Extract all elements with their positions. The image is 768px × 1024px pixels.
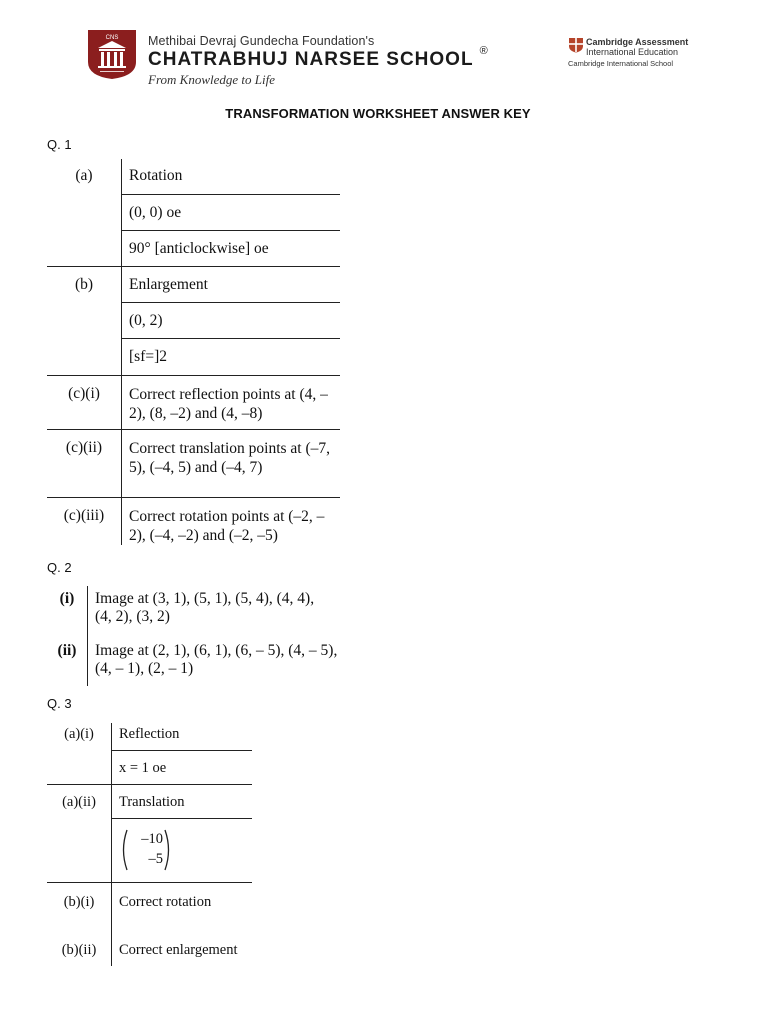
- q2-i-line2: (4, 2), (3, 2): [95, 608, 170, 625]
- question-2-label: Q. 2: [47, 560, 72, 575]
- q2-ii-line2: (4, – 1), (2, – 1): [95, 660, 194, 677]
- q1-a-answer-2: (0, 0) oe: [122, 194, 341, 230]
- q1-b-answer-2: (0, 2): [122, 302, 341, 338]
- q3-a-ii-vector-cell: [112, 818, 253, 882]
- q2-answer-table: [47, 586, 375, 686]
- cambridge-shield-icon: [568, 37, 584, 53]
- logo-text: CNS: [105, 35, 119, 41]
- question-3-label: Q. 3: [47, 696, 72, 711]
- q3-b-ii-answer: Correct enlargement: [112, 936, 253, 966]
- q3-a-i-answer-2-text: x = 1 oe: [119, 759, 167, 776]
- cambridge-subtitle: Cambridge International School: [568, 59, 674, 68]
- vector-bottom-value: –5: [148, 850, 163, 867]
- school-name: [148, 45, 489, 71]
- q3-a-i-answer-1: Reflection: [112, 723, 253, 750]
- q2-i-answer: [88, 586, 376, 638]
- q3-answer-table: [47, 723, 252, 966]
- q1-c-i-answer: Correct reflection points at (4, –2), (8, –2) and (4, –8): [122, 375, 341, 429]
- school-name-text: CHATRABHUJ NARSEE SCHOOL: [148, 49, 474, 70]
- q3-part-a-i: (a)(i): [64, 726, 94, 742]
- q3-b-i-answer: Correct rotation: [112, 882, 253, 936]
- q1-part-c-iii: (c)(iii): [47, 497, 122, 545]
- q2-part-ii: (ii): [57, 642, 77, 659]
- q1-answer-table: [47, 159, 340, 545]
- q3-part-b-i: (b)(i): [47, 882, 112, 936]
- q2-ii-answer: [88, 638, 376, 686]
- foundation-name: Methibai Devraj Gundecha Foundation's: [148, 34, 375, 48]
- document-title: [0, 106, 768, 121]
- cambridge-line2: International Education: [586, 47, 679, 57]
- q2-part-i: (i): [59, 590, 75, 607]
- document-title-text: TRANSFORMATION WORKSHEET ANSWER KEY: [225, 106, 531, 121]
- registered-mark: ®: [479, 45, 489, 57]
- q1-part-c-i: (c)(i): [47, 375, 122, 429]
- school-tagline: From Knowledge to Life: [148, 72, 275, 87]
- q1-c-iii-answer: Correct rotation points at (–2, –2), (–4, –2) and (–2, –5): [122, 497, 341, 545]
- q3-part-a-ii: (a)(ii): [47, 784, 112, 882]
- vector-top-value: –10: [141, 830, 163, 847]
- q3-part-b-ii: (b)(ii): [61, 942, 97, 958]
- q1-b-answer-1: Enlargement: [122, 266, 341, 302]
- q1-b-answer-3: [sf=]2: [122, 338, 341, 375]
- q2-ii-line1: Image at (2, 1), (6, 1), (6, – 5), (4, – 5),: [95, 642, 338, 659]
- q1-a-answer-1: Rotation: [122, 159, 341, 194]
- cambridge-line1: Cambridge Assessment: [586, 37, 689, 47]
- q1-a-answer-3: 90° [anticlockwise] oe: [122, 230, 341, 266]
- q3-a-ii-answer-1: Translation: [112, 784, 253, 818]
- right-bracket-icon: [163, 829, 173, 871]
- cambridge-name: [586, 37, 688, 57]
- q3-a-i-answer-2: [112, 750, 253, 784]
- q2-i-line1: Image at (3, 1), (5, 1), (5, 4), (4, 4),: [95, 590, 315, 607]
- q1-part-a: (a): [75, 167, 93, 184]
- q1-part-b: (b): [47, 266, 122, 375]
- column-vector: [119, 829, 169, 871]
- question-1-label: Q. 1: [47, 137, 72, 152]
- school-header: [148, 34, 489, 88]
- q1-c-ii-answer: Correct translation points at (–7, 5), (–4, 5) and (–4, 7): [122, 429, 341, 497]
- left-bracket-icon: [119, 829, 129, 871]
- q1-part-c-ii: (c)(ii): [47, 429, 122, 497]
- school-logo: [84, 28, 140, 80]
